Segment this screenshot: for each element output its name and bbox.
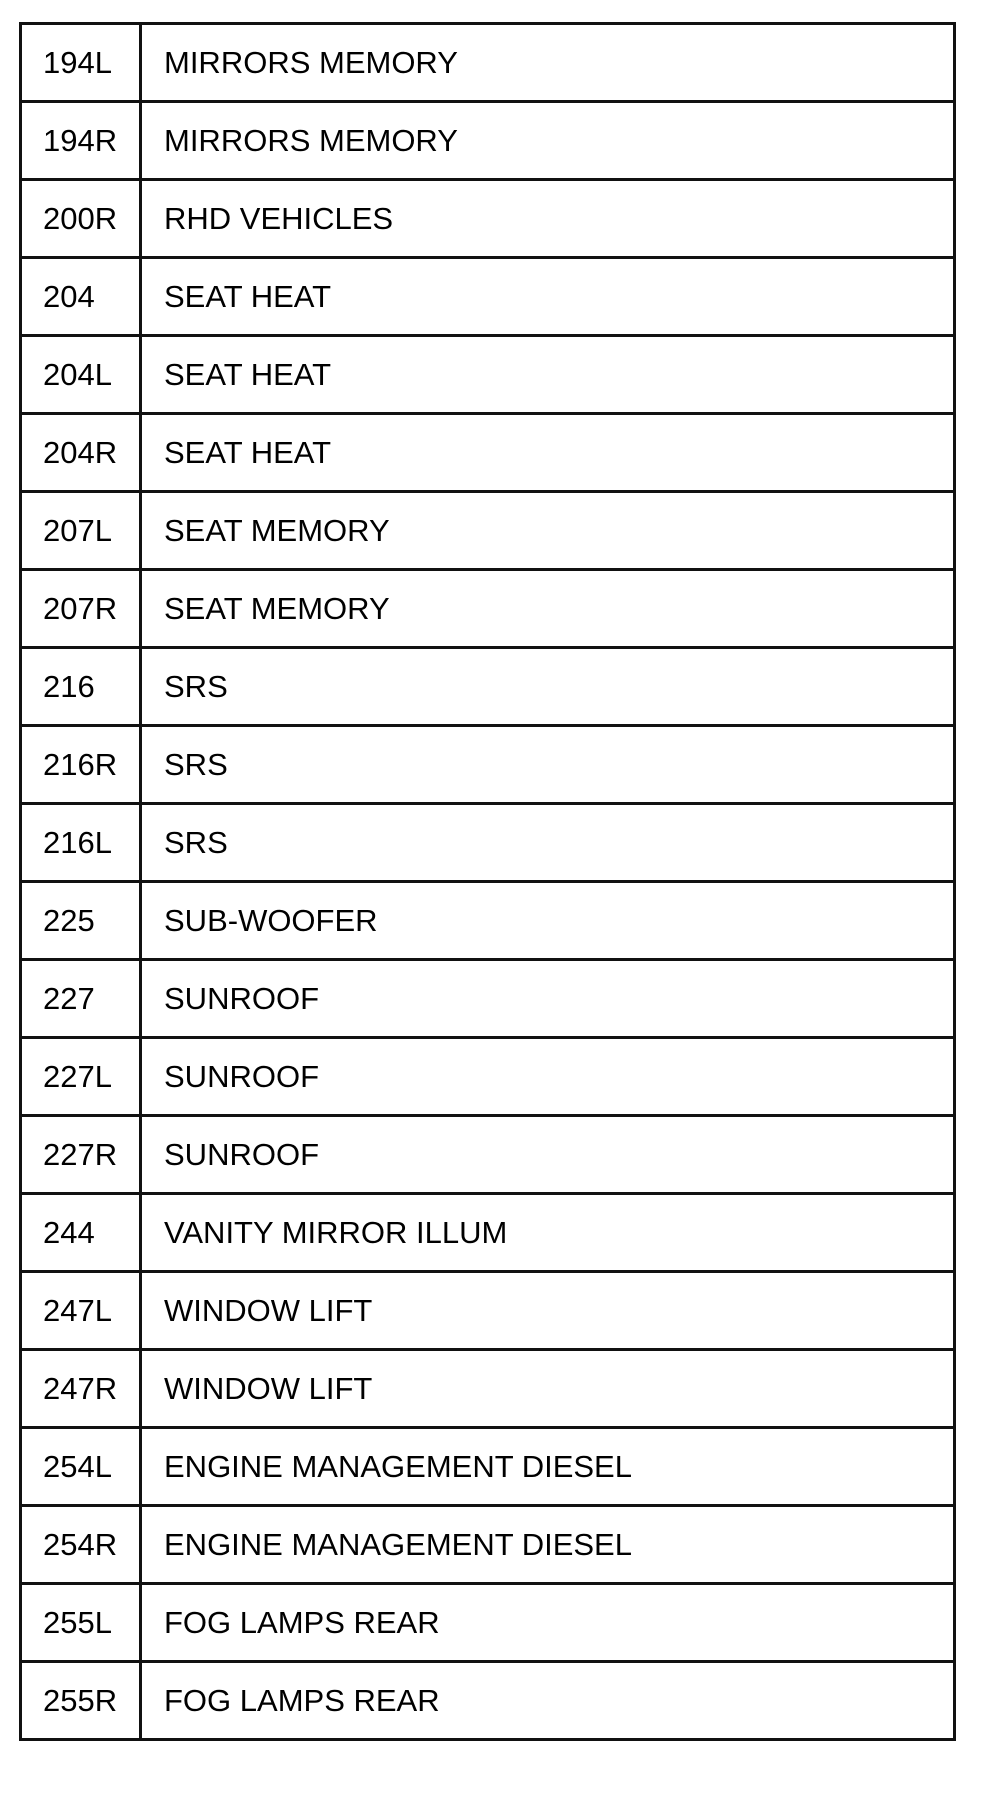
code-cell: 194R <box>21 102 141 180</box>
option-code-table <box>19 22 956 1741</box>
description-cell: FOG LAMPS REAR <box>141 1662 955 1740</box>
code-cell: 227 <box>21 960 141 1038</box>
description-cell: WINDOW LIFT <box>141 1272 955 1350</box>
code-cell: 207L <box>21 492 141 570</box>
code-cell: 247R <box>21 1350 141 1428</box>
description-cell: SUB-WOOFER <box>141 882 955 960</box>
code-cell: 255L <box>21 1584 141 1662</box>
description-cell: FOG LAMPS REAR <box>141 1584 955 1662</box>
code-cell: 216L <box>21 804 141 882</box>
description-cell: SEAT HEAT <box>141 336 955 414</box>
table-row <box>21 258 955 336</box>
description-cell: SRS <box>141 726 955 804</box>
description-cell: SEAT MEMORY <box>141 492 955 570</box>
table-row <box>21 102 955 180</box>
description-cell: MIRRORS MEMORY <box>141 102 955 180</box>
code-cell: 194L <box>21 24 141 102</box>
table-row <box>21 1584 955 1662</box>
description-cell: MIRRORS MEMORY <box>141 24 955 102</box>
table-row <box>21 1116 955 1194</box>
description-cell: SEAT HEAT <box>141 414 955 492</box>
code-cell: 200R <box>21 180 141 258</box>
code-cell: 254L <box>21 1428 141 1506</box>
description-cell: SRS <box>141 648 955 726</box>
description-cell: SUNROOF <box>141 1116 955 1194</box>
code-cell: 216R <box>21 726 141 804</box>
table-row <box>21 24 955 102</box>
description-cell: RHD VEHICLES <box>141 180 955 258</box>
code-cell: 204 <box>21 258 141 336</box>
code-cell: 227L <box>21 1038 141 1116</box>
table-row <box>21 1038 955 1116</box>
description-cell: SUNROOF <box>141 1038 955 1116</box>
description-cell: ENGINE MANAGEMENT DIESEL <box>141 1428 955 1506</box>
description-cell: VANITY MIRROR ILLUM <box>141 1194 955 1272</box>
table-row <box>21 1428 955 1506</box>
table-row <box>21 1350 955 1428</box>
description-cell: SEAT HEAT <box>141 258 955 336</box>
code-cell: 247L <box>21 1272 141 1350</box>
code-cell: 216 <box>21 648 141 726</box>
description-cell: SRS <box>141 804 955 882</box>
table-row <box>21 1194 955 1272</box>
code-cell: 244 <box>21 1194 141 1272</box>
code-cell: 204L <box>21 336 141 414</box>
description-cell: ENGINE MANAGEMENT DIESEL <box>141 1506 955 1584</box>
description-cell: WINDOW LIFT <box>141 1350 955 1428</box>
table-row <box>21 414 955 492</box>
table-row <box>21 1506 955 1584</box>
table-row <box>21 492 955 570</box>
code-cell: 255R <box>21 1662 141 1740</box>
table-row <box>21 648 955 726</box>
description-cell: SUNROOF <box>141 960 955 1038</box>
table-row <box>21 1272 955 1350</box>
table-row <box>21 882 955 960</box>
code-cell: 225 <box>21 882 141 960</box>
code-cell: 204R <box>21 414 141 492</box>
table-row <box>21 726 955 804</box>
code-cell: 227R <box>21 1116 141 1194</box>
table-row <box>21 804 955 882</box>
table-row <box>21 570 955 648</box>
code-cell: 254R <box>21 1506 141 1584</box>
code-cell: 207R <box>21 570 141 648</box>
table-row <box>21 336 955 414</box>
table-row <box>21 1662 955 1740</box>
table-row <box>21 180 955 258</box>
description-cell: SEAT MEMORY <box>141 570 955 648</box>
table-row <box>21 960 955 1038</box>
table-body <box>21 24 955 1740</box>
